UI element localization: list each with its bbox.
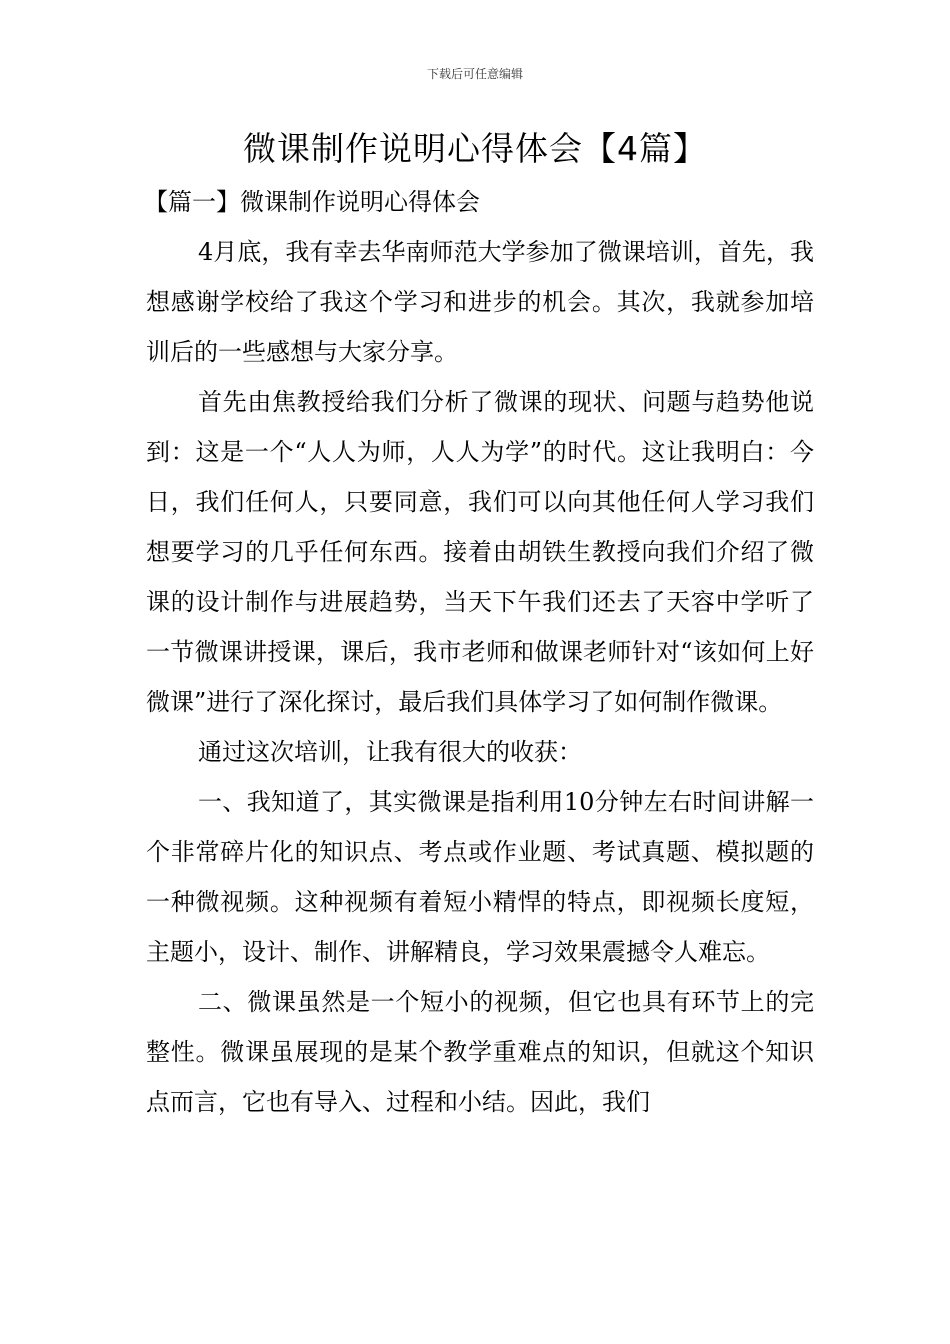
paragraph: 4月底，我有幸去华南师范大学参加了微课培训，首先，我想感谢学校给了我这个学习和进步的机会。其次，我就参加培训后的一些感想与大家分享。 (146, 238, 814, 366)
document-body (146, 177, 814, 1127)
document-title: 微课制作说明心得体会【4篇】 (243, 129, 707, 168)
paragraph: 首先由焦教授给我们分析了微课的现状、问题与趋势他说到：这是一个“人人为师，人人为学”的时代。这让我明白：今日，我们任何人，只要同意，我们可以向其他任何人学习我们想要学习的几乎任何东西。接着由胡铁生教授向我们介绍了微课的设计制作与进展趋势，当天下午我们还去了天容中学听了一节微课讲授课，课后，我市老师和做课老师针对“该如何上好微课”进行了深化探讨，最后我们具体学习了如何制作微课。 (146, 388, 814, 716)
header-note: 下载后可任意编辑 (426, 67, 523, 81)
paragraph: 一、我知道了，其实微课是指利用10分钟左右时间讲解一个非常碎片化的知识点、考点或作业题、考试真题、模拟题的一种微视频。这种视频有着短小精悍的特点，即视频长度短，主题小，设计、制作、讲解精良，学习效果震撼令人难忘。 (146, 788, 814, 966)
paragraph: 二、微课虽然是一个短小的视频，但它也具有环节上的完整性。微课虽展现的是某个教学重难点的知识，但就这个知识点而言，它也有导入、过程和小结。因此，我们 (146, 988, 814, 1116)
paragraph: 通过这次培训，让我有很大的收获： (198, 738, 582, 766)
section-heading: 【篇一】微课制作说明心得体会 (144, 188, 480, 216)
